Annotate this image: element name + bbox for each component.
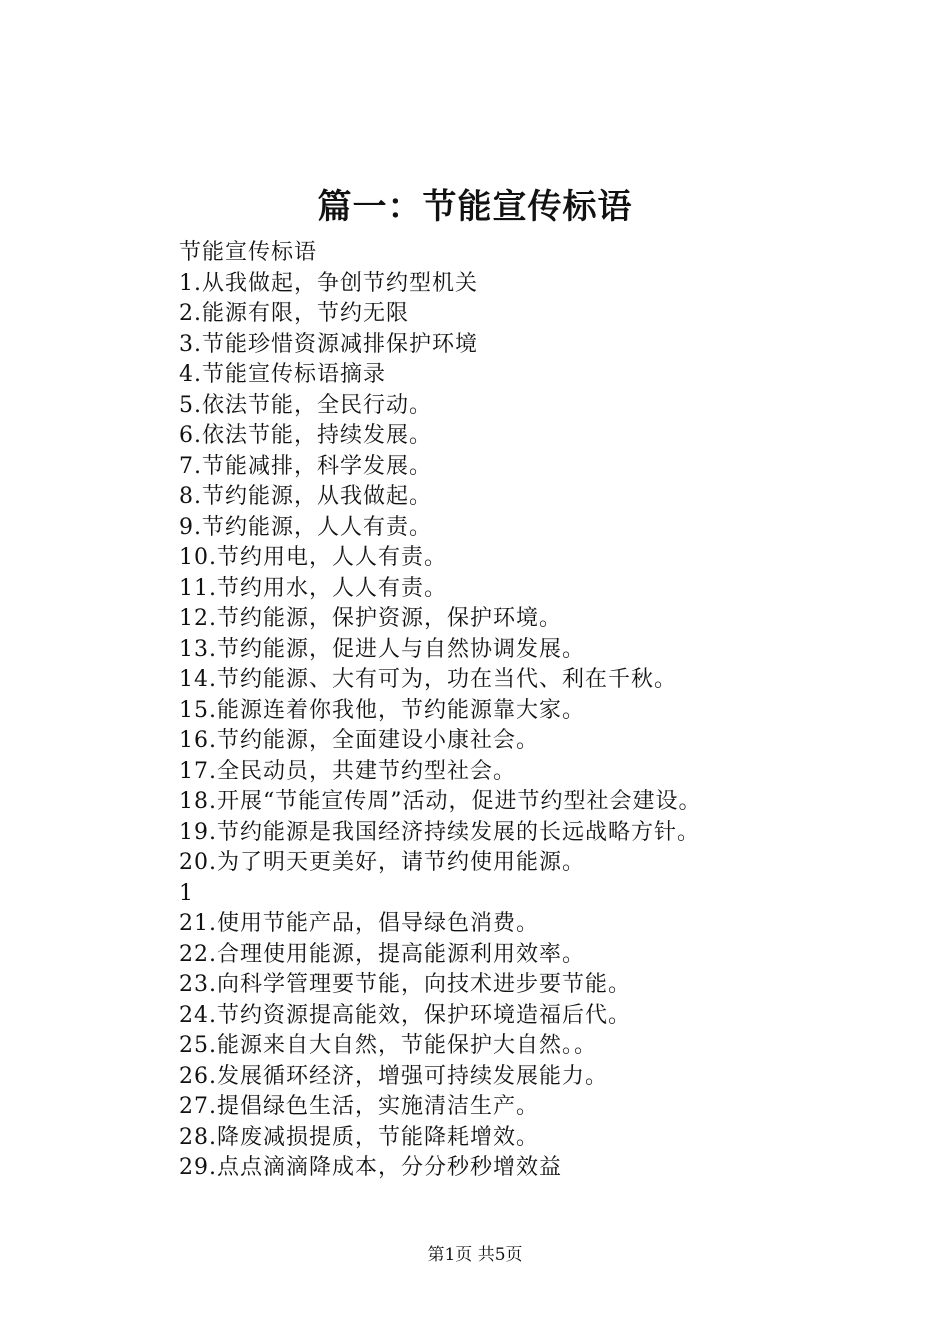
list-item: 18.开展“节能宣传周”活动，促进节约型社会建设。 xyxy=(179,789,702,814)
list-item: 14.节约能源、大有可为，功在当代、利在千秋。 xyxy=(179,667,677,692)
list-item: 9.节约能源，人人有责。 xyxy=(179,514,432,540)
list-item: 8.节约能源，从我做起。 xyxy=(179,484,432,509)
list-item: 21.使用节能产品，倡导绿色消费。 xyxy=(179,911,539,936)
list-item: 25.能源来自大自然，节能保护大自然。。 xyxy=(179,1033,597,1058)
list-item: 27.提倡绿色生活，实施清洁生产。 xyxy=(179,1094,539,1119)
list-item: 22.合理使用能源，提高能源利用效率。 xyxy=(179,941,585,967)
list-item: 19.节约能源是我国经济持续发展的长远战略方针。 xyxy=(179,819,700,845)
list-item: 3.节能珍惜资源减排保护环境 xyxy=(179,331,478,357)
document-title: 篇一：节能宣传标语 xyxy=(317,187,633,227)
list-item: 10.节约用电，人人有责。 xyxy=(179,545,447,570)
page-footer: 第1页 共5页 xyxy=(427,1245,523,1265)
list-item: 24.节约资源提高能效，保护环境造福后代。 xyxy=(179,1002,631,1028)
list-item: 12.节约能源，保护资源，保护环境。 xyxy=(179,606,562,631)
list-item: 15.能源连着你我他，节约能源靠大家。 xyxy=(179,697,585,723)
list-item: 5.依法节能，全民行动。 xyxy=(179,392,432,418)
list-item: 2.能源有限，节约无限 xyxy=(179,301,409,326)
list-item: 28.降废减损提质，节能降耗增效。 xyxy=(179,1124,539,1150)
list-item: 20.为了明天更美好，请节约使用能源。 xyxy=(179,850,585,875)
page-number-inline: 1 xyxy=(179,880,194,906)
list-item: 节能宣传标语 xyxy=(179,240,318,265)
list-item: 16.节约能源，全面建设小康社会。 xyxy=(179,728,539,753)
list-item: 1.从我做起，争创节约型机关 xyxy=(179,270,478,296)
list-item: 11.节约用水，人人有责。 xyxy=(179,575,447,601)
list-item: 7.节能减排，科学发展。 xyxy=(179,453,432,479)
list-item: 26.发展循环经济，增强可持续发展能力。 xyxy=(179,1063,608,1089)
list-item: 29.点点滴滴降成本，分分秒秒增效益 xyxy=(179,1155,562,1180)
slogan-list xyxy=(179,238,879,1184)
list-item: 4.节能宣传标语摘录 xyxy=(179,362,386,387)
list-item: 13.节约能源，促进人与自然协调发展。 xyxy=(179,636,585,662)
list-item: 6.依法节能，持续发展。 xyxy=(179,423,432,448)
list-item: 23.向科学管理要节能，向技术进步要节能。 xyxy=(179,972,631,997)
list-item: 17.全民动员，共建节约型社会。 xyxy=(179,758,516,784)
